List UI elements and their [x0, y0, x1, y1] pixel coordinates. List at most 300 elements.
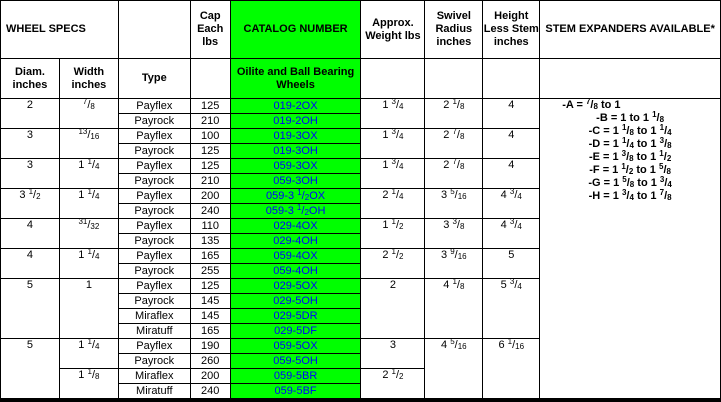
- width-denominator: 4: [95, 162, 100, 171]
- width-denominator: 8: [90, 102, 95, 111]
- type-text: Payflex: [136, 219, 173, 232]
- cell-diameter: [1, 339, 60, 399]
- cell-cap: [190, 369, 230, 384]
- diameter-slash: /: [33, 189, 37, 201]
- catalog-text: 029-5OX: [273, 279, 318, 292]
- expander-denominator-2: 4: [667, 128, 672, 137]
- cap-text: 200: [201, 189, 220, 202]
- width-whole: 1: [78, 189, 88, 201]
- cell-weight: [361, 219, 425, 249]
- cell-catalog-number: [230, 219, 361, 234]
- cell-catalog-number: [230, 249, 361, 264]
- type-text: Payflex: [136, 189, 173, 202]
- cap-text: 125: [201, 159, 220, 172]
- expander-slash: /: [626, 138, 630, 150]
- catalog-text: 029-4OX: [273, 219, 318, 232]
- swivel-denominator: 8: [459, 132, 465, 141]
- width-whole: 1: [78, 159, 88, 171]
- height-slash: /: [514, 279, 518, 291]
- expander-slash: /: [590, 99, 594, 111]
- width-whole: 1: [78, 369, 88, 381]
- cell-catalog-number: [230, 339, 361, 354]
- swivel-slash: /: [454, 339, 458, 351]
- weight-whole: 2: [382, 249, 392, 261]
- weight-numerator: 1: [391, 367, 396, 376]
- expander-denominator-2: 8: [667, 141, 672, 150]
- expander-item: [540, 138, 720, 151]
- expander-prefix: -D = 1: [588, 138, 622, 150]
- expander-to: to 1: [633, 125, 660, 137]
- cap-text: 190: [201, 339, 220, 352]
- catalog-text: 059-4OX: [273, 249, 318, 262]
- weight-numerator: 1: [391, 187, 396, 196]
- height-numerator: 1: [507, 337, 513, 346]
- expander-numerator-2: 3: [659, 175, 665, 184]
- catalog-denominator: 2: [304, 192, 310, 202]
- swivel-slash: /: [454, 249, 458, 261]
- expander-numerator: 3: [621, 149, 627, 158]
- width-numerator: 1: [87, 367, 92, 376]
- cell-swivel: [425, 339, 483, 399]
- catalog-text: 029-5DR: [273, 309, 318, 322]
- catalog-numerator: 1: [296, 202, 302, 212]
- type-text: Miraflex: [135, 309, 174, 322]
- swivel-denominator: 16: [457, 252, 467, 261]
- cell-cap: [190, 264, 230, 279]
- swivel-whole: 2: [443, 129, 453, 141]
- expander-slash-2: /: [663, 151, 667, 163]
- cell-catalog-number: [230, 114, 361, 129]
- cell-swivel: [425, 279, 483, 339]
- cell-type: [118, 294, 190, 309]
- weight-whole: 1: [382, 219, 392, 231]
- diameter-whole: 4: [26, 249, 34, 261]
- stem-expanders-list: [540, 99, 721, 399]
- cell-catalog-number: [230, 99, 361, 114]
- cap-text: 255: [201, 264, 220, 277]
- cell-type: [118, 234, 190, 249]
- swivel-denominator: 8: [459, 222, 465, 231]
- cell-type: [118, 264, 190, 279]
- swivel-slash: /: [456, 279, 460, 291]
- weight-whole: 2: [382, 369, 392, 381]
- expander-numerator: 1: [621, 123, 627, 132]
- expander-denominator: 4: [629, 141, 634, 150]
- weight-slash: /: [395, 129, 400, 141]
- cap-text: 165: [201, 324, 220, 337]
- cell-type: [118, 144, 190, 159]
- height-whole: 6: [498, 339, 508, 351]
- width-numerator: 7: [82, 97, 88, 106]
- expander-to: to 1: [634, 177, 660, 189]
- cell-diameter: [1, 279, 60, 339]
- cell-catalog-number: [230, 174, 361, 189]
- cell-type: [118, 324, 190, 339]
- cell-width: [59, 189, 118, 219]
- diameter-whole: 3: [26, 129, 34, 141]
- expander-to: to 1: [633, 190, 660, 202]
- cell-type: [118, 159, 190, 174]
- cell-height: [483, 219, 540, 249]
- cell-cap: [190, 114, 230, 129]
- weight-slash: /: [395, 99, 400, 111]
- expander-prefix: -F = 1: [589, 164, 622, 176]
- expander-numerator: 7: [585, 97, 591, 106]
- expander-denominator-2: 8: [667, 193, 672, 202]
- cell-cap: [190, 174, 230, 189]
- expander-prefix: -E = 1: [588, 151, 622, 163]
- cell-height: [483, 249, 540, 279]
- header-stem-expanders: STEM EXPANDERS AVAILABLE*: [540, 1, 721, 59]
- swivel-whole: 2: [443, 159, 453, 171]
- width-slash: /: [87, 99, 91, 111]
- width-numerator: 1: [87, 337, 92, 346]
- weight-numerator: 1: [391, 217, 396, 226]
- cell-diameter: [1, 159, 60, 189]
- catalog-numerator: 1: [297, 187, 302, 197]
- cell-height: [483, 339, 540, 399]
- catalog-suffix: OX: [309, 189, 326, 202]
- cell-catalog-number: [230, 324, 361, 339]
- width-denominator: 8: [95, 372, 100, 381]
- swivel-numerator: 5: [450, 187, 455, 196]
- cell-weight: [361, 189, 425, 219]
- weight-whole: 2: [389, 279, 396, 291]
- diameter-whole: 2: [26, 99, 34, 111]
- type-text: Payflex: [136, 129, 173, 142]
- table-row: [1, 99, 721, 114]
- expander-item: [540, 177, 720, 190]
- expander-item: [540, 112, 720, 125]
- cell-swivel: [425, 129, 483, 159]
- cell-cap: [190, 249, 230, 264]
- header-weight: Approx. Weight lbs: [361, 1, 425, 59]
- cell-cap: [190, 384, 230, 399]
- width-slash: /: [91, 159, 95, 171]
- cell-cap: [190, 219, 230, 234]
- catalog-text: 059-5OX: [273, 339, 318, 352]
- catalog-text: 059-5BR: [273, 369, 318, 382]
- expander-numerator: 3: [621, 188, 627, 197]
- type-text: Payrock: [134, 294, 175, 307]
- weight-denominator: 2: [399, 222, 404, 231]
- height-slash: /: [512, 339, 516, 351]
- expander-denominator: 8: [593, 102, 598, 111]
- cell-catalog-number: [230, 309, 361, 324]
- header-cap: Cap Each lbs: [190, 1, 230, 59]
- cell-type: [118, 279, 190, 294]
- expander-item: [540, 190, 720, 203]
- width-slash: /: [91, 369, 95, 381]
- cell-weight: [361, 369, 425, 399]
- expander-to: to 1: [633, 138, 660, 150]
- catalog-prefix: 059-3: [265, 204, 297, 217]
- type-text: Payflex: [136, 99, 173, 112]
- cell-diameter: [1, 99, 60, 129]
- cell-swivel: [425, 189, 483, 219]
- height-denominator: 4: [517, 222, 522, 231]
- weight-slash: /: [395, 369, 400, 381]
- cell-width: [59, 129, 118, 159]
- cell-cap: [190, 99, 230, 114]
- width-slash: /: [91, 249, 95, 261]
- height-numerator: 3: [509, 187, 515, 196]
- cap-text: 240: [201, 384, 220, 397]
- cell-diameter: [1, 189, 60, 219]
- expander-to: to 1: [633, 151, 660, 163]
- expander-numerator-2: 1: [659, 123, 665, 132]
- catalog-slash: /: [301, 204, 305, 217]
- cap-text: 240: [201, 204, 220, 217]
- catalog-text: 059-5OH: [273, 354, 318, 367]
- header-height: Height Less Stem inches: [483, 1, 540, 59]
- swivel-whole: 3: [441, 189, 451, 201]
- swivel-numerator: 9: [450, 247, 455, 256]
- cell-cap: [190, 234, 230, 249]
- cell-swivel: [425, 99, 483, 129]
- weight-denominator: 4: [399, 102, 404, 111]
- weight-denominator: 4: [399, 132, 404, 141]
- cell-catalog-number: [230, 144, 361, 159]
- header-blank: [118, 1, 190, 59]
- weight-slash: /: [395, 219, 400, 231]
- swivel-whole: 4: [443, 279, 453, 291]
- width-denominator: 4: [95, 192, 100, 201]
- diameter-whole: 4: [26, 219, 34, 231]
- cell-cap: [190, 339, 230, 354]
- weight-numerator: 1: [391, 247, 396, 256]
- cell-cap: [190, 279, 230, 294]
- height-whole: 4: [500, 219, 510, 231]
- header-wheel-specs: WHEEL SPECS: [1, 1, 119, 59]
- swivel-slash: /: [456, 99, 460, 111]
- cell-diameter: [1, 249, 60, 279]
- cell-width: [59, 279, 118, 339]
- expander-slash: /: [626, 125, 630, 137]
- swivel-denominator: 8: [459, 282, 465, 291]
- cap-text: 125: [201, 99, 220, 112]
- cell-catalog-number: [230, 189, 361, 204]
- cap-text: 210: [201, 174, 220, 187]
- cap-text: 100: [201, 129, 220, 142]
- cell-type: [118, 219, 190, 234]
- cap-text: 135: [201, 234, 220, 247]
- header-oilite: Oilite and Ball Bearing Wheels: [230, 59, 361, 99]
- expander-numerator: 1: [621, 136, 627, 145]
- cell-type: [118, 354, 190, 369]
- cap-text: 110: [201, 219, 219, 232]
- weight-denominator: 2: [399, 372, 404, 381]
- expander-slash: /: [626, 177, 630, 189]
- cell-catalog-number: [230, 264, 361, 279]
- cell-catalog-number: [230, 294, 361, 309]
- expander-slash-2: /: [664, 125, 668, 137]
- cell-width: [59, 159, 118, 189]
- height-whole: 5: [508, 249, 515, 261]
- width-slash: /: [87, 219, 91, 231]
- cell-type: [118, 204, 190, 219]
- swivel-numerator: 7: [452, 127, 457, 136]
- expander-denominator: 8: [659, 115, 665, 124]
- weight-denominator: 4: [399, 192, 404, 201]
- cell-diameter: [1, 219, 60, 249]
- weight-whole: 1: [382, 129, 392, 141]
- cell-swivel: [425, 249, 483, 279]
- cap-text: 200: [201, 369, 220, 382]
- swivel-slash: /: [456, 159, 460, 171]
- header-diam: Diam. inches: [1, 59, 60, 99]
- expander-prefix: -A =: [562, 99, 586, 111]
- weight-slash: /: [395, 249, 400, 261]
- width-whole: 1: [78, 339, 88, 351]
- cell-catalog-number: [230, 369, 361, 384]
- expander-prefix: -G = 1: [588, 177, 623, 189]
- catalog-text: 059-3OH: [273, 174, 318, 187]
- expander-slash: /: [626, 151, 630, 163]
- weight-numerator: 3: [391, 97, 396, 106]
- swivel-slash: /: [456, 129, 460, 141]
- cell-catalog-number: [230, 384, 361, 399]
- cell-catalog-number: [230, 354, 361, 369]
- cell-cap: [190, 144, 230, 159]
- width-whole: 1: [85, 279, 92, 291]
- type-text: Miratuff: [136, 384, 173, 397]
- swivel-slash: /: [454, 189, 458, 201]
- cell-type: [118, 174, 190, 189]
- type-text: Payrock: [134, 234, 175, 247]
- height-denominator: 4: [517, 282, 522, 291]
- expander-prefix: -C = 1: [588, 125, 622, 137]
- cell-width: [59, 249, 118, 279]
- expander-numerator-2: 3: [659, 136, 665, 145]
- expander-denominator: 4: [629, 193, 634, 202]
- swivel-numerator: 3: [452, 217, 457, 226]
- cell-type: [118, 249, 190, 264]
- cell-weight: [361, 129, 425, 159]
- cell-type: [118, 189, 190, 204]
- swivel-numerator: 1: [452, 277, 457, 286]
- swivel-numerator: 1: [452, 97, 457, 106]
- expander-to: to 1: [633, 164, 659, 176]
- cell-weight: [361, 249, 425, 279]
- width-numerator: 1: [87, 157, 92, 166]
- cell-cap: [190, 294, 230, 309]
- width-numerator: 13: [78, 127, 88, 136]
- expander-denominator-2: 8: [666, 167, 671, 176]
- type-text: Payrock: [134, 114, 175, 127]
- width-denominator: 4: [95, 342, 100, 351]
- cell-type: [118, 369, 190, 384]
- header-type: Type: [118, 59, 190, 99]
- expander-slash: /: [626, 190, 630, 202]
- width-slash: /: [91, 189, 95, 201]
- cell-width: [59, 219, 118, 249]
- swivel-whole: 3: [443, 219, 453, 231]
- expander-slash: /: [656, 112, 660, 124]
- weight-whole: 2: [382, 189, 392, 201]
- height-denominator: 16: [515, 342, 525, 351]
- expander-numerator-2: 7: [659, 188, 665, 197]
- height-numerator: 3: [509, 217, 515, 226]
- type-text: Payrock: [134, 204, 175, 217]
- catalog-text: 029-4OH: [273, 234, 318, 247]
- type-text: Payflex: [136, 159, 173, 172]
- weight-slash: /: [395, 159, 400, 171]
- width-numerator: 31: [78, 217, 88, 226]
- cell-cap: [190, 309, 230, 324]
- height-whole: 4: [508, 129, 515, 141]
- height-denominator: 4: [517, 192, 522, 201]
- expander-item: [540, 164, 720, 177]
- expander-denominator: 8: [629, 154, 634, 163]
- expander-item: [540, 99, 720, 112]
- expander-numerator: 5: [622, 175, 627, 184]
- expander-numerator: 1: [621, 162, 626, 171]
- cell-catalog-number: [230, 159, 361, 174]
- cap-text: 125: [201, 279, 220, 292]
- swivel-whole: 4: [441, 339, 451, 351]
- header-swivel: Swivel Radius inches: [425, 1, 483, 59]
- catalog-text: 019-3OH: [273, 144, 318, 157]
- width-denominator: 4: [95, 252, 100, 261]
- expander-denominator: 8: [629, 180, 635, 189]
- table-body: [1, 99, 721, 399]
- diameter-whole: 5: [26, 339, 34, 351]
- expander-numerator-2: 5: [658, 162, 664, 171]
- cell-height: [483, 159, 540, 189]
- height-whole: 4: [508, 159, 515, 171]
- cell-width: [59, 99, 118, 129]
- height-slash: /: [514, 189, 518, 201]
- expander-prefix: -H = 1: [588, 190, 622, 202]
- swivel-numerator: 5: [450, 337, 455, 346]
- cell-width: [59, 369, 118, 399]
- width-denominator: 32: [90, 222, 100, 231]
- diameter-denominator: 2: [36, 192, 41, 201]
- diameter-whole: 3: [19, 189, 29, 201]
- catalog-slash: /: [301, 189, 305, 202]
- catalog-text: 019-2OH: [273, 114, 318, 127]
- swivel-whole: 2: [443, 99, 453, 111]
- catalog-text: 029-5DF: [274, 324, 317, 337]
- height-whole: 5: [500, 279, 510, 291]
- cell-cap: [190, 129, 230, 144]
- expander-slash-2: /: [664, 190, 668, 202]
- expander-denominator: 8: [629, 128, 634, 137]
- catalog-text: 059-3OX: [273, 159, 318, 172]
- type-text: Payflex: [136, 249, 173, 262]
- swivel-whole: 3: [441, 249, 451, 261]
- expander-to: to 1: [597, 99, 621, 111]
- cap-text: 165: [201, 249, 220, 262]
- swivel-slash: /: [456, 219, 460, 231]
- expander-numerator: 1: [652, 110, 657, 119]
- cell-cap: [190, 204, 230, 219]
- catalog-denominator: 2: [304, 207, 309, 217]
- expander-slash: /: [625, 164, 629, 176]
- catalog-text: 019-3OX: [273, 129, 318, 142]
- header-catalog-number: CATALOG NUMBER: [230, 1, 361, 59]
- type-text: Payrock: [134, 354, 175, 367]
- cell-catalog-number: [230, 129, 361, 144]
- width-slash: /: [91, 339, 95, 351]
- height-slash: /: [514, 219, 518, 231]
- expander-slash-2: /: [664, 177, 668, 189]
- cell-catalog-number: [230, 204, 361, 219]
- weight-denominator: 2: [399, 252, 404, 261]
- expander-item: [540, 125, 720, 138]
- type-text: Payrock: [134, 144, 175, 157]
